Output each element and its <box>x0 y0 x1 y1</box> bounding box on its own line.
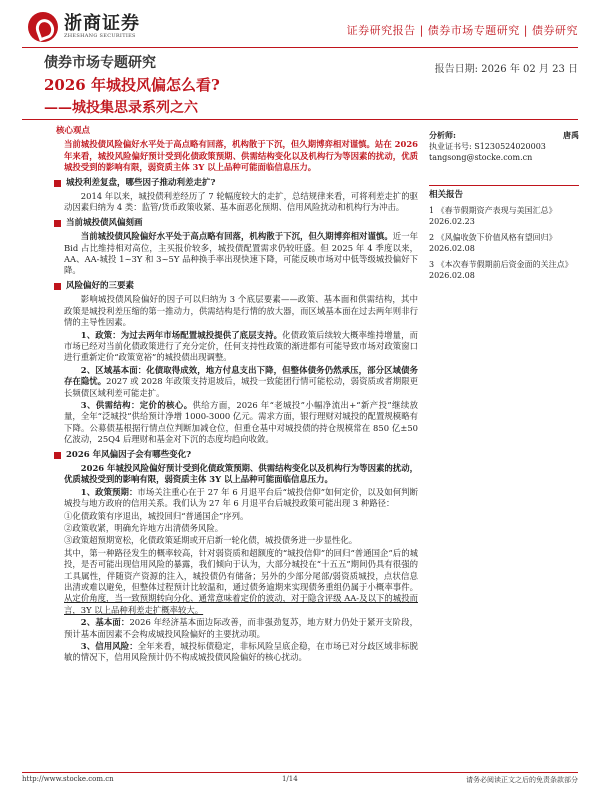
section-heading: 当前城投债风偏刻画 <box>64 218 418 229</box>
paragraph: 2、区域基本面：化债取得成效，地方付息支出下降，但整体债务仍然承压，部分区域债务存在隐忧。2027 或 2028 年政策支持退坡后，城投一致能团行情可能松动，弱资质或者期限更长频债区域利差可能走扩。 <box>64 364 418 398</box>
report-type: 证券研究报告 | 债券市场专题研究 | 债券研究 <box>346 24 578 37</box>
report-date: 报告日期: 2026 年 02 月 23 日 <box>434 64 578 75</box>
related-reports-title: 相关报告 <box>429 190 464 200</box>
bullet-square-icon <box>54 180 61 187</box>
core-summary: 当前城投债风险偏好水平处于高点略有回落，机构散于下沉，但久期博弈相对谨慎。站在 2026 年来看，城投风险偏好预计受到化债政策预期、供需结构变化以及机构行为等因素的扰动，优质城投受到的影响有限，弱资质主体 3Y 以上品种可能面临信息压力。 <box>64 139 418 173</box>
list-item: ②政策收紧，明确允许地方出清债务风险。 <box>64 523 224 533</box>
license-number: 执业证书号: S1230524020003 <box>429 142 546 151</box>
list-item: ③政策超预期宽松，化债政策延期或开启新一轮化债，城投债务进一步显性化。 <box>64 535 358 546</box>
paragraph: 当前城投债风险偏好水平处于高点略有回落，机构散于下沉，但久期博弈相对谨慎。近一年 Bid 占比维持相对高位，主买报价较多，城投债配置需求仍较旺盛。但 2025 年 4 季度以来，AA、AA-城投 1~3Y 和 3~5Y 品种换手率出现快速下降，可能反映市场对中低等级城投偏好下降。 <box>64 231 419 276</box>
analyst: 分析师: 唐禹 <box>429 130 579 140</box>
bullet-square-icon <box>54 220 61 227</box>
footer <box>22 772 578 785</box>
paragraph: 1、政策预期：市场关注重心在于 27 年 6 月退平台后“城投信仰”如何定价，以及如何判断城投与地方政府的信用关系。我们认为 27 年 6 月退平台后城投政策可能出现 3 种路径： <box>64 486 419 509</box>
sidebar <box>429 130 579 286</box>
sidebar-divider <box>429 185 579 186</box>
section-heading: 2026 年风偏因子会有哪些变化? <box>64 450 418 461</box>
logo-subtext: ZHESHANG SECURITIES <box>64 33 136 39</box>
paragraph: 2014 年以来，城投债利差经历了 7 轮幅度较大的走扩，总结规律来看，可将利差走扩的驱动因素归纳为 4 类：监管/货币政策收紧、基本面恶化预期、信用风险扰动和机构行为冲击。 <box>64 191 418 213</box>
paragraph: 影响城投债风险偏好的因子可以归纳为 3 个底层要素——政策、基本面和供需结构，其中政策是城投利差压缩的第一推动力，供需结构是行情的放大器，而区域基本面在过去两年则非行情的主导性因素。 <box>64 294 418 328</box>
list-item: ①化债政策有序退出，城投回归“普通国企”序列。 <box>64 510 249 521</box>
analyst-email[interactable]: tangsong@stocke.com.cn <box>429 153 533 162</box>
website-link[interactable]: http://www.stocke.com.cn <box>22 775 114 783</box>
header-divider <box>22 47 578 48</box>
paragraph: 3、供需结构：定价的核心。供给方面，2026 年“老城投”小幅净流出+“新产投”继续放量，全年“泛城投”供给预计净增 1000-3000 亿元。需求方面，银行理财对城投的配置规模略有下降。公募债基根据行情点位判断加减仓位，但重仓基中对城投债的持仓规模常在 850 亿±50 亿波动，25Q4 后理财和基金对下沉的态度均趋向收敛。 <box>64 399 418 445</box>
related-report-link[interactable]: 1 《春节假期资产表现与美国汇总》 2026.02.23 <box>429 206 557 226</box>
section-heading: 风险偏好的三要素 <box>64 281 418 292</box>
title-divider <box>22 119 578 120</box>
paragraph: 1、政策：为过去两年市场配置城投提供了底层支持。化债政策后续较大概率维持增量，而市场已经对当前化债政策进行了充分定价，任何支持性政策的渐进都有可能导致市场对政策窗口进行重新定价“政策宽裕”的城投债出现调整。 <box>64 329 418 363</box>
bullet-square-icon <box>54 452 61 459</box>
related-report-link[interactable]: 3 《本次春节假期前后资金面的关注点》 2026.02.08 <box>429 260 573 280</box>
logo-mark-icon <box>28 12 58 42</box>
report-title: 2026 年城投风偏怎么看? <box>44 76 220 94</box>
core-title: 核心观点 <box>56 126 91 136</box>
main-content <box>56 126 419 665</box>
report-subtitle: ——城投集思录系列之六 <box>44 100 198 116</box>
page-number: 1/14 <box>281 775 298 783</box>
related-report-link[interactable]: 2 《风偏收敛下价值风格有望回归》 2026.02.08 <box>429 233 557 253</box>
bullet-square-icon <box>54 283 61 290</box>
section-title: 债券市场专题研究 <box>44 55 156 71</box>
logo <box>28 12 140 42</box>
disclaimer: 请务必阅读正文之后的免责条款部分 <box>466 776 578 784</box>
paragraph: 3、信用风险：全年来看，城投标债稳定，非标风险呈底企稳，在市场已对分歧区域非标脱敏的情况下，信用风险预计仍不构成城投债风险偏好的核心扰动。 <box>64 641 419 663</box>
section-heading: 城投利差复盘，哪些因子推动利差走扩? <box>64 178 418 189</box>
logo-text: 浙商证券 <box>64 13 140 34</box>
paragraph: 2、基本面：2026 年经济基本面边际改善，而非强劲复苏，地方财力仍处于紧开支阶段，预计基本面因素不会构成城投风险偏好的主要扰动项。 <box>64 617 419 639</box>
paragraph: 其中，第一种路径发生的概率较高，针对弱资质和超额度的“城投信仰”的回归“普通国企”后的城投，是否可能出现信用风险的暴露，我们倾向于认为，大部分城投在“十五五”期间仍具有很强的工具属性，伴随资产资源的注入，城投债仍有储备；另外的少部分尾部/弱资质城投，点状信息出清或难以避免，但整体过程预计比较温和，通过债务逾期来实现债务重组仍属于小概率事件。从定价角度，当一致预期转向分化、通常意味着定价的波动，对于隐含评级 AA-及以下的城投而言，3Y 以上品种利差走扩概率较大。 <box>64 547 418 615</box>
paragraph: 2026 年城投风险偏好预计受到化债政策预期、供需结构变化以及机构行为等因素的扰动，优质城投受到的影响有限，弱资质主体 3Y 以上品种可能面临信息压力。 <box>64 462 418 485</box>
